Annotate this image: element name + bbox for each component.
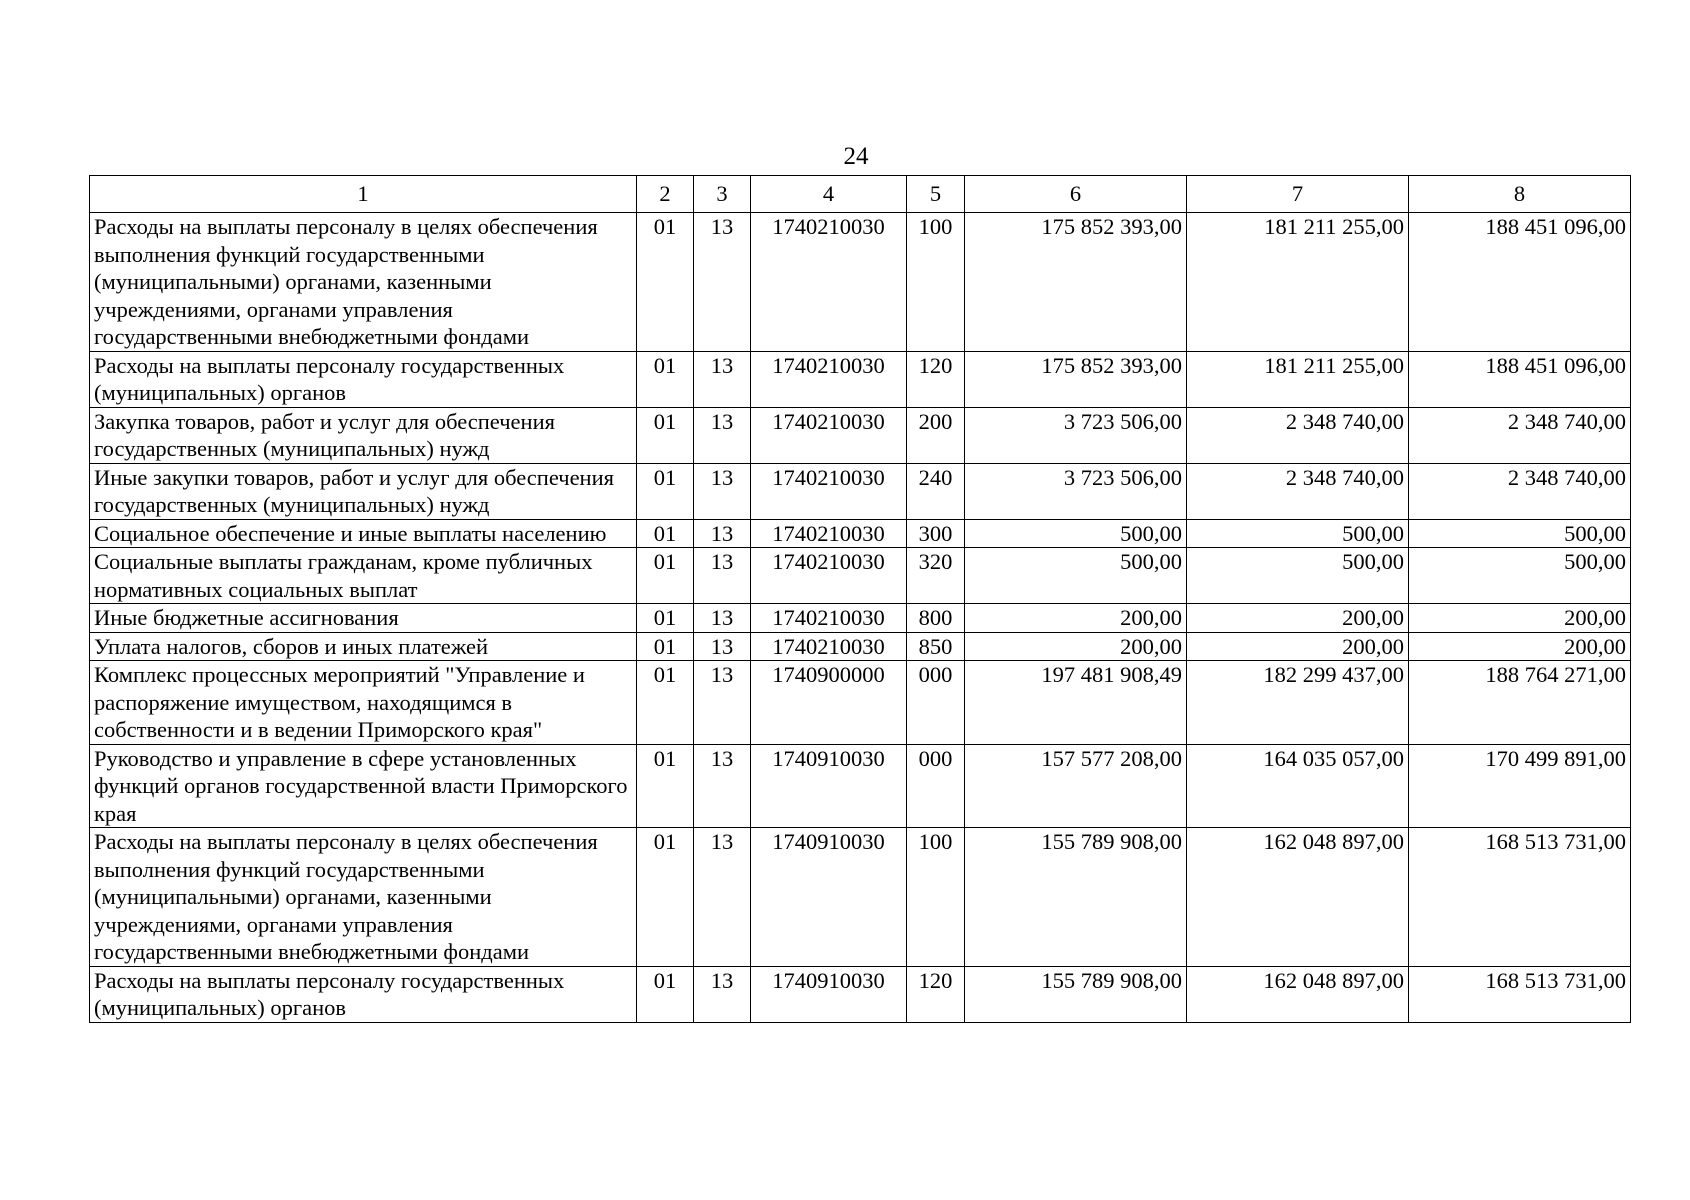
- row-subsection-code: 13: [694, 966, 751, 1022]
- row-amount-col8: 188 451 096,00: [1409, 351, 1631, 407]
- row-section-code: 01: [637, 744, 694, 828]
- table-row: [90, 519, 1631, 548]
- row-amount-col7: 500,00: [1187, 548, 1409, 604]
- row-target-article: 1740910030: [751, 744, 907, 828]
- budget-table: [89, 175, 1631, 1023]
- row-section-code: 01: [637, 661, 694, 745]
- row-subsection-code: 13: [694, 548, 751, 604]
- row-expense-type: 850: [907, 632, 965, 661]
- row-subsection-code: 13: [694, 463, 751, 519]
- table-row: [90, 351, 1631, 407]
- header-col-8: 8: [1409, 176, 1631, 213]
- row-amount-col7: 500,00: [1187, 519, 1409, 548]
- row-expense-type: 300: [907, 519, 965, 548]
- row-target-article: 1740210030: [751, 519, 907, 548]
- table-row: [90, 966, 1631, 1022]
- row-name: Комплекс процессных мероприятий "Управление и распоряжение имуществом, находящимся в собственности и в ведении Приморского края": [90, 661, 637, 745]
- row-subsection-code: 13: [694, 744, 751, 828]
- row-section-code: 01: [637, 463, 694, 519]
- header-row: [90, 176, 1631, 213]
- row-subsection-code: 13: [694, 213, 751, 352]
- row-amount-col7: 164 035 057,00: [1187, 744, 1409, 828]
- row-section-code: 01: [637, 407, 694, 463]
- row-expense-type: 200: [907, 407, 965, 463]
- row-amount-col6: 500,00: [965, 548, 1187, 604]
- row-name: Расходы на выплаты персоналу в целях обеспечения выполнения функций государственными (муниципальными) органами, казенными учреждениями, органами управления государственными внебюджетными фондами: [90, 213, 637, 352]
- row-amount-col6: 3 723 506,00: [965, 463, 1187, 519]
- row-amount-col8: 500,00: [1409, 548, 1631, 604]
- row-amount-col7: 162 048 897,00: [1187, 966, 1409, 1022]
- header-col-1: 1: [90, 176, 637, 213]
- row-amount-col7: 162 048 897,00: [1187, 828, 1409, 967]
- row-amount-col8: 168 513 731,00: [1409, 966, 1631, 1022]
- table-row: [90, 744, 1631, 828]
- row-amount-col8: 168 513 731,00: [1409, 828, 1631, 967]
- row-target-article: 1740210030: [751, 213, 907, 352]
- row-name: Социальные выплаты гражданам, кроме публичных нормативных социальных выплат: [90, 548, 637, 604]
- table-row: [90, 407, 1631, 463]
- row-name: Уплата налогов, сборов и иных платежей: [90, 632, 637, 661]
- header-col-5: 5: [907, 176, 965, 213]
- row-expense-type: 320: [907, 548, 965, 604]
- row-amount-col7: 182 299 437,00: [1187, 661, 1409, 745]
- row-amount-col8: 188 451 096,00: [1409, 213, 1631, 352]
- header-col-2: 2: [637, 176, 694, 213]
- row-amount-col7: 200,00: [1187, 632, 1409, 661]
- row-subsection-code: 13: [694, 604, 751, 633]
- row-amount-col8: 188 764 271,00: [1409, 661, 1631, 745]
- row-expense-type: 120: [907, 966, 965, 1022]
- table-row: [90, 828, 1631, 967]
- row-subsection-code: 13: [694, 407, 751, 463]
- table-row: [90, 632, 1631, 661]
- table-row: [90, 463, 1631, 519]
- row-expense-type: 100: [907, 828, 965, 967]
- row-amount-col6: 200,00: [965, 604, 1187, 633]
- row-amount-col8: 2 348 740,00: [1409, 407, 1631, 463]
- row-amount-col6: 197 481 908,49: [965, 661, 1187, 745]
- row-target-article: 1740210030: [751, 463, 907, 519]
- row-section-code: 01: [637, 351, 694, 407]
- table-row: [90, 661, 1631, 745]
- row-amount-col8: 500,00: [1409, 519, 1631, 548]
- row-section-code: 01: [637, 828, 694, 967]
- row-amount-col6: 157 577 208,00: [965, 744, 1187, 828]
- row-expense-type: 120: [907, 351, 965, 407]
- row-subsection-code: 13: [694, 661, 751, 745]
- row-name: Расходы на выплаты персоналу государственных (муниципальных) органов: [90, 966, 637, 1022]
- row-target-article: 1740910030: [751, 966, 907, 1022]
- row-target-article: 1740910030: [751, 828, 907, 967]
- header-col-3: 3: [694, 176, 751, 213]
- row-amount-col8: 200,00: [1409, 632, 1631, 661]
- row-amount-col6: 200,00: [965, 632, 1187, 661]
- row-target-article: 1740210030: [751, 632, 907, 661]
- row-amount-col7: 181 211 255,00: [1187, 213, 1409, 352]
- row-name: Закупка товаров, работ и услуг для обеспечения государственных (муниципальных) нужд: [90, 407, 637, 463]
- row-amount-col8: 2 348 740,00: [1409, 463, 1631, 519]
- row-amount-col7: 2 348 740,00: [1187, 463, 1409, 519]
- table-row: [90, 213, 1631, 352]
- row-amount-col8: 170 499 891,00: [1409, 744, 1631, 828]
- row-section-code: 01: [637, 519, 694, 548]
- header-col-7: 7: [1187, 176, 1409, 213]
- row-section-code: 01: [637, 632, 694, 661]
- row-name: Расходы на выплаты персоналу государственных (муниципальных) органов: [90, 351, 637, 407]
- row-subsection-code: 13: [694, 519, 751, 548]
- row-name: Иные закупки товаров, работ и услуг для обеспечения государственных (муниципальных) нужд: [90, 463, 637, 519]
- row-expense-type: 100: [907, 213, 965, 352]
- row-name: Социальное обеспечение и иные выплаты населению: [90, 519, 637, 548]
- row-amount-col6: 3 723 506,00: [965, 407, 1187, 463]
- row-target-article: 1740900000: [751, 661, 907, 745]
- header-col-4: 4: [751, 176, 907, 213]
- row-section-code: 01: [637, 213, 694, 352]
- row-section-code: 01: [637, 966, 694, 1022]
- row-amount-col7: 181 211 255,00: [1187, 351, 1409, 407]
- row-amount-col7: 2 348 740,00: [1187, 407, 1409, 463]
- row-amount-col6: 175 852 393,00: [965, 213, 1187, 352]
- row-section-code: 01: [637, 604, 694, 633]
- table-row: [90, 604, 1631, 633]
- header-col-6: 6: [965, 176, 1187, 213]
- row-subsection-code: 13: [694, 632, 751, 661]
- row-name: Расходы на выплаты персоналу в целях обеспечения выполнения функций государственными (муниципальными) органами, казенными учреждениями, органами управления государственными внебюджетными фондами: [90, 828, 637, 967]
- row-subsection-code: 13: [694, 828, 751, 967]
- row-subsection-code: 13: [694, 351, 751, 407]
- row-expense-type: 240: [907, 463, 965, 519]
- row-target-article: 1740210030: [751, 407, 907, 463]
- row-target-article: 1740210030: [751, 604, 907, 633]
- row-name: Руководство и управление в сфере установленных функций органов государственной власти Приморского края: [90, 744, 637, 828]
- row-amount-col7: 200,00: [1187, 604, 1409, 633]
- row-expense-type: 800: [907, 604, 965, 633]
- row-expense-type: 000: [907, 661, 965, 745]
- row-name: Иные бюджетные ассигнования: [90, 604, 637, 633]
- row-amount-col6: 155 789 908,00: [965, 828, 1187, 967]
- row-amount-col6: 500,00: [965, 519, 1187, 548]
- row-expense-type: 000: [907, 744, 965, 828]
- row-target-article: 1740210030: [751, 548, 907, 604]
- page-number: 24: [843, 143, 869, 170]
- row-section-code: 01: [637, 548, 694, 604]
- row-target-article: 1740210030: [751, 351, 907, 407]
- row-amount-col8: 200,00: [1409, 604, 1631, 633]
- row-amount-col6: 175 852 393,00: [965, 351, 1187, 407]
- row-amount-col6: 155 789 908,00: [965, 966, 1187, 1022]
- table-row: [90, 548, 1631, 604]
